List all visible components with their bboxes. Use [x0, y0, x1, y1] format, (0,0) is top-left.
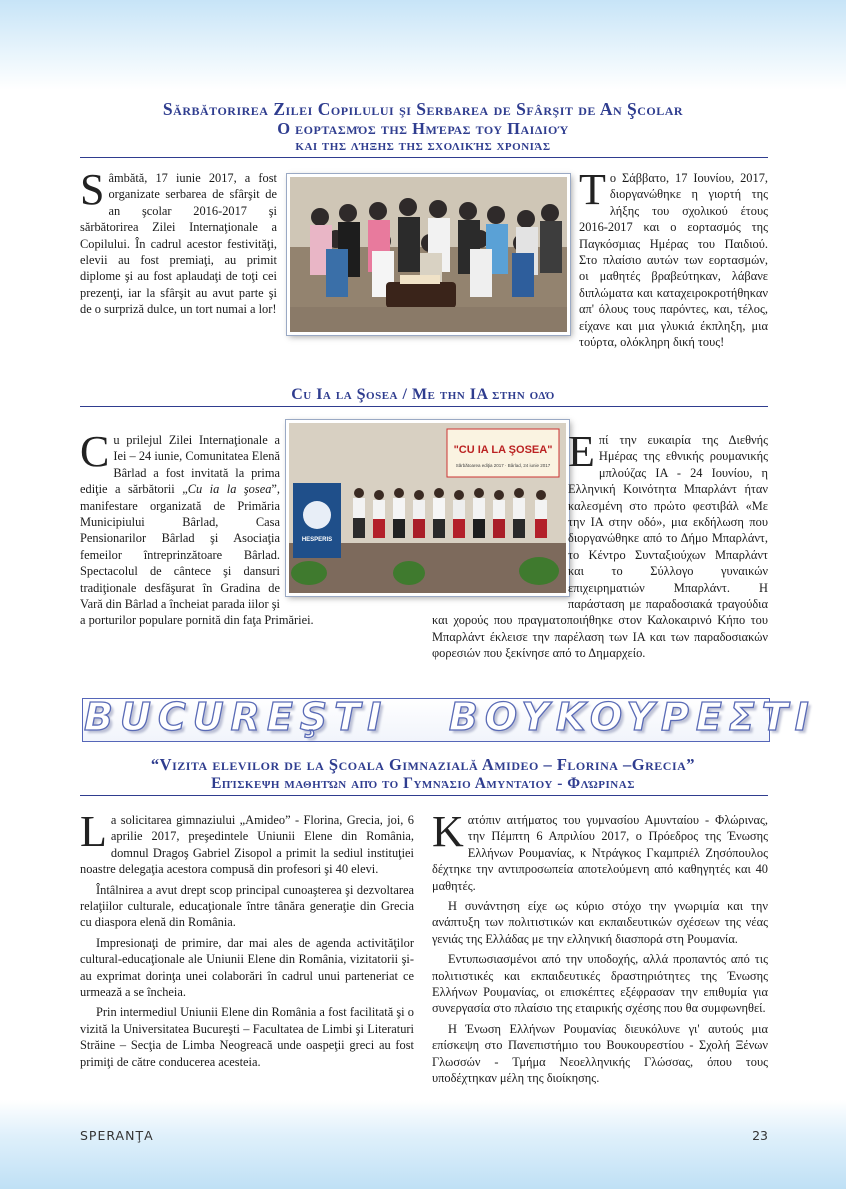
article1-title-ro: Sărbătorirea Zilei Copilului şi Serbarea de Sfârşit de An Şcolar: [162, 99, 684, 119]
article3-gr-dropcap: Κ: [432, 807, 464, 856]
festival-banner-subtitle: Sărbătoarea ediţia 2017 · Bârlad, 24 iunie 2017: [455, 463, 551, 468]
festival-banner-title: "CU IA LA ŞOSEA": [453, 444, 553, 456]
article3-gr-paragraph-2: Η συνάντηση είχε ως κύριο στόχο την γνωριμία και την ανάπτυξη των πολιτιστικών και εκπαιδευτικών σχέσεων της νέας γενιάς της Ελλάδας με την ελληνική διασπορά στη Ρουμανία.: [432, 899, 768, 946]
footer-magazine-name: SPERANŢA: [80, 1128, 154, 1143]
article3-title-gr: Επίσκεψη μαθητών από το Γυμνάσιο Αμυνταίου - Φλώρινας: [211, 775, 635, 792]
article1-title-rule: [80, 157, 768, 158]
article1-title-gr2: και της λήξης της σχολικής χρονιάς: [295, 138, 551, 154]
article2-ro-text: Cu prilejul Zilei Internaţionale a Iei – 24 iunie, Comunitatea Elenă Bârlad a fost invitată la prima ediţie a sărbătorii „Cu ia la şosea”, manifestare organizată de Primăria Municipiului Bârlad, Casa Pensionarilor Bârlad şi Asociaţia femeilor întreprinzătoare Bârlad. Spectacolul de cântece şi dansuri tradiţionale desfăşurat în Gradina de Vară din Bârlad a încheiat parada iilor şi a porturilor populare pornită din faţa Primăriei.: [80, 432, 414, 629]
article3-ro-paragraph-4: Prin intermediul Uniunii Elene din România a fost facilitată şi o vizită la Universitatea Bucureşti – Facultatea de Limbi şi Literaturi Străine – Secţia de Limba Neogreacă unde oaspeţii greci au fost primiţi de către conducerea acesteia.: [80, 1005, 414, 1069]
top-gradient-band: [0, 0, 846, 90]
article3-gr-column: Κατόπιν αιτήματος του γυμνασίου Αμυνταίου - Φλώρινας, την Πέμπτη 6 Απριλίου 2017, ο Πρόεδρος της Ένωσης Ελλήνων Ρουμανίας, κ Ντράγκος Γκαμπριέλ Ζησόπουλος δέχτηκε την αντιπροσωπεία αποτελούμενη από καθηγητές και 40 μαθητές. Η συνάντηση είχε ως κύριο στόχο την γνωριμία και την ανάπτυξη των πολιτιστικών και εκπαιδευτικών σχέσεων της νέας γενιάς της Ελλάδας με την ελληνική διασπορά στη Ρουμανία. Εντυπωσιασμένοι από την υποδοχής, αλλά προπαντός από τις πολιτιστικές και εκπαιδευτικές δραστηριότητες της Ένωσης Ελλήνων Ρουμανίας, οι επισκέπτες εξέφρασαν την επιθυμία για συνεργασία στο πλαίσιο της εταιρικής σχέσης που θα συμφωνηθεί. Η Ένωση Ελλήνων Ρουμανίας διευκόλυνε γι' αυτούς μια επίσκεψη στο Πανεπιστήμιο του Βουκουρεστίου - Σχολή Ξένων Γλωσσών - Τμήμα Νεοελληνικής Γλώσσας, όπου τους υποδέχτηκαν μέλη της διοίκησης.: [432, 807, 768, 1086]
article2-title-rule: [80, 406, 768, 407]
article2-title: Cu Ia la Şosea / Με την ΙΑ στην οδό: [291, 386, 555, 403]
article1-ro-dropcap: S: [80, 165, 105, 214]
article1-gr-text: Το Σάββατο, 17 Ιουνίου, 2017, διοργανώθηκε η γιορτή της λήξης του σχολικού έτους 2016-2017 και ο εορτασμός της Παγκόσμιας Ημέρας του Παιδιού. Στο πλαίσιο αυτών των εορτασμών, οι μαθητές βραβεύτηκαν, λάβανε διπλώματα και καταχειροκροτήθηκαν απ' όλους τους παρόντες, και, τέλος, είχανε και μια γλυκιά έκπληξη, μια τούρτα, ολόκληρη δική τους!: [290, 170, 768, 350]
article1-gr-dropcap: Τ: [579, 165, 606, 214]
footer-page-number: 23: [752, 1128, 768, 1143]
article3-ro-column: La solicitarea gimnaziului „Amideo” - Florina, Grecia, joi, 6 aprilie 2017, preşedintele Uniunii Elene din România, domnul Dragoş Gabriel Zisopol a primit la sediul instituţiei noastre delegaţia acestora compusă din profesori şi 40 elevi. Întâlnirea a avut drept scop principal cunoaşterea şi dezvoltarea relaţiilor culturale, educaţionale între tânăra generaţie din Grecia cu diaspora elenă din România. Impresionaţi de primire, dar mai ales de agenda activităţilor cultural-educaţionale ale Uniunii Elene din România, vizitatorii şi-au exprimat dorinţa unei colaborări în cadrul unui parteneriat ce urmează a se încheia. Prin intermediul Uniunii Elene din România a fost facilitată şi o vizită la Universitatea Bucureşti – Facultatea de Limbi şi Literaturi Străine – Secţia de Limba Neogreacă unde oaspeţii greci au fost primiţi de către conducerea acesteia.: [80, 807, 414, 1069]
article1-gr-float-spacer: [290, 170, 579, 335]
section-banner-bucuresti: BUCUREŞTI BOYKOYPEΣTI: [84, 695, 816, 739]
article3-ro-paragraph-3: Impresionaţi de primire, dar mai ales de agenda activităţilor cultural-educaţionale ale Uniunii Elene din România, vizitatorii şi-au exprimat dorinţa unei colaborări în cadrul unui parteneriat ce urmează a se încheia.: [80, 935, 414, 1000]
article2-gr-float-spacer: [432, 432, 568, 602]
article2-gr-text: Επί την ευκαιρία της Διεθνής Ημέρας της εθνικής ρουμανικής μπλούζας ΙΑ - 24 Ιουνίου, η Ελληνική Κοινότητα Μπαρλάντ ήταν καλεσμένη στο πρώτο φεστιβάλ «Με την ΙΑ στην οδό», μια εκδήλωση που διοργανώθηκε από το Δήμο Μπαρλάντ, το Κέντρο Συνταξιούχων Μπαρλάντ και το Σύλλογο γυναικών επιχειρηματιών Μπαρλάντ. Η παράσταση με παραδοσιακά τραγούδια και χορούς που πραγματοποιήθηκε στον Καλοκαιρινό Κήπο του Μπαρλάντ έκλεισε την παρέλαση των ΙΑ και των παραδοσιακών φορεσιών που ξεκίνησε από το Δημαρχείο.: [432, 427, 768, 661]
article3-ro-paragraph-2: Întâlnirea a avut drept scop principal cunoaşterea şi dezvoltarea relaţiilor culturale, educaţionale între tânăra generaţie din Grecia cu diaspora elenă din România.: [80, 882, 414, 930]
article3-title-rule: [80, 795, 768, 796]
article2-gr-dropcap: Ε: [568, 427, 595, 476]
article3-gr-paragraph-3: Εντυπωσιασμένοι από την υποδοχής, αλλά προπαντός από τις πολιτιστικές και εκπαιδευτικές δραστηριότητες της Ένωσης Ελλήνων Ρουμανίας, οι επισκέπτες εξέφρασαν την επιθυμία για συνεργασία στο πλαίσιο της εταιρικής σχέσης που θα συμφωνηθεί.: [432, 952, 768, 1016]
article3-ro-dropcap: L: [80, 807, 107, 856]
hesperis-logo-text: HESPERIS: [301, 537, 333, 543]
article3-gr-paragraph-4: Η Ένωση Ελλήνων Ρουμανίας διευκόλυνε γι' αυτούς μια επίσκεψη στο Πανεπιστήμιο του Βουκουρεστίου - Σχολή Ξένων Γλωσσών - Τμήμα Νεοελληνικής Γλώσσας, όπου τους υποδέχτηκαν μέλη της διοίκησης.: [432, 1021, 768, 1086]
article3-title-ro: “Vizita elevilor de la Şcoala Gimnazială Amideo – Florina –Grecia”: [150, 755, 696, 774]
bottom-gradient-band: [0, 1100, 846, 1189]
article1-ro-text: Sâmbătă, 17 iunie 2017, a fost organizate serbarea de sfârşit de an şcolar 2016-2017 şi sărbătorirea Zilei Internaţionale a Copilului. În cadrul acestor festivităţi, elevii au fost premiaţi, au primit diplome şi au fost aplaudaţi de toţi cei prezenţi, iar la sfârşit au avut parte şi de o surpriză dulce, un tort numai a lor!: [80, 165, 277, 317]
article1-title-gr1: Ο εορτασμός της Ημέρας του Παιδιού: [277, 119, 569, 138]
article2-ro-dropcap: C: [80, 427, 110, 476]
